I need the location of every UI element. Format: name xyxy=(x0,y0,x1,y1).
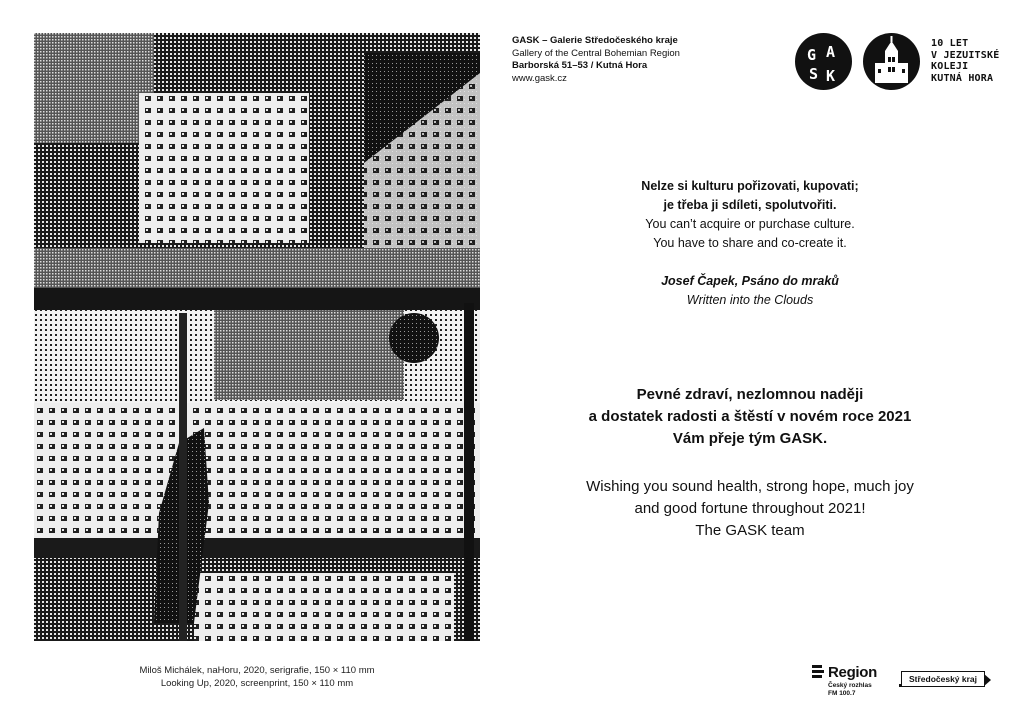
greeting-en-line: The GASK team xyxy=(695,522,805,539)
anniv-line: KUTNÁ HORA xyxy=(931,72,994,84)
quote-cz-line: je třeba ji sdíleti, spolutvořiti. xyxy=(663,198,837,212)
greeting-cz-line: a dostatek radosti a štěstí v novém roce 2021 xyxy=(588,408,912,425)
jesuit-college-logo xyxy=(863,33,920,90)
gask-logo xyxy=(795,33,852,90)
artwork-image xyxy=(34,33,480,641)
cesky-rozhlas-region-logo xyxy=(812,664,882,700)
caption-en: Looking Up, 2020, screenprint, 150 × 110 mm xyxy=(160,678,354,689)
gallery-name-en: Gallery of the Central Bohemian Region xyxy=(512,47,680,59)
region-frequency: FM 100.7 xyxy=(828,689,856,697)
capek-quote xyxy=(560,177,940,310)
region-station: Český rozhlas xyxy=(828,682,872,689)
greeting-en-line: and good fortune throughout 2021! xyxy=(634,500,866,517)
quote-author: Josef Čapek, Psáno do mraků xyxy=(661,274,839,288)
radio-bars-icon xyxy=(812,664,825,682)
caption-cz: Miloš Michálek, naHoru, 2020, serigrafie, 150 × 110 mm xyxy=(139,665,375,676)
quote-en-line: You have to share and co-create it. xyxy=(653,236,847,250)
quote-cz-line: Nelze si kulturu pořizovati, kupovati; xyxy=(641,179,859,193)
new-year-greeting xyxy=(540,384,960,542)
gask-letter-g: G xyxy=(807,46,817,64)
gallery-name: GASK – Galerie Středočeského kraje xyxy=(512,35,678,46)
greeting-cz-line: Pevné zdraví, nezlomnou naději xyxy=(636,386,864,403)
region-sub xyxy=(828,682,872,697)
greeting-cz-line: Vám přeje tým GASK. xyxy=(672,430,828,447)
anniv-line: KOLEJI xyxy=(931,61,969,72)
anniv-line: V JEZUITSKÉ xyxy=(931,49,1000,61)
region-word: Region xyxy=(828,664,878,681)
website-link[interactable]: www.gask.cz xyxy=(512,72,567,84)
anniv-line: 10 LET xyxy=(931,38,969,49)
street-address: Barborská 51–53 / Kutná Hora xyxy=(512,60,648,71)
screenprint-artwork xyxy=(34,33,480,641)
gask-letter-s: S xyxy=(809,65,819,83)
kraj-label: Středočeský kraj xyxy=(901,671,985,687)
gask-letter-a: A xyxy=(826,43,836,61)
gask-letter-k: K xyxy=(826,67,836,85)
greeting-en-line: Wishing you sound health, strong hope, much joy xyxy=(586,478,914,495)
stredocesky-kraj-logo xyxy=(899,671,991,687)
gallery-address xyxy=(512,35,680,85)
artwork-caption xyxy=(34,664,480,690)
quote-en-line: You can’t acquire or purchase culture. xyxy=(645,217,855,231)
anniversary-label xyxy=(931,38,999,84)
quote-work-en: Written into the Clouds xyxy=(686,293,814,307)
